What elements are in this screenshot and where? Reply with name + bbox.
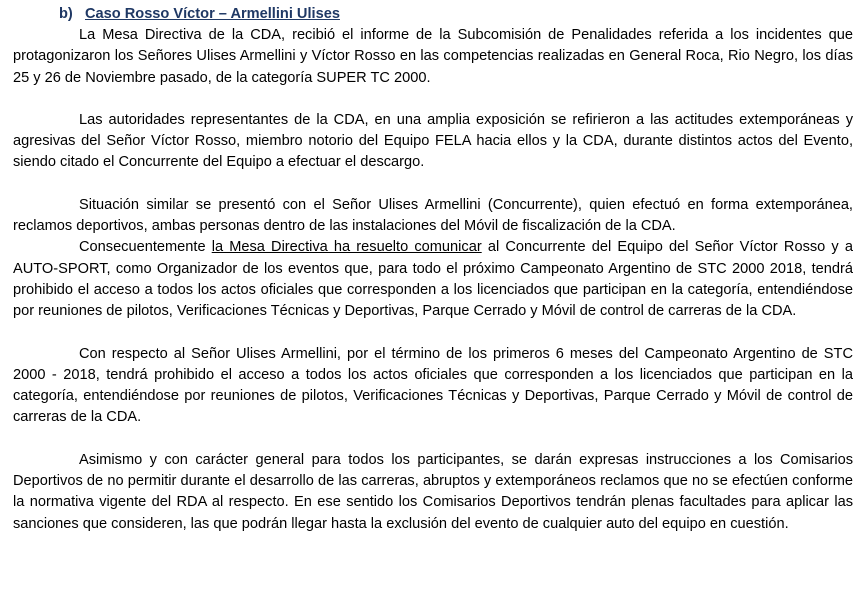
paragraph-4-rest: al Concurrente del Equipo del Señor Víctor Rosso y a AUTO-SPORT, como Organizador de los eventos que, para todo el próximo Campeonato Argentino de STC 2000 2018, tendrá prohibido el acceso a todos los actos oficiales que corresponden a los licenciados que participan en la categoría, entendiéndose por reuniones de pilotos, Verificaciones Técnicas y Deportivas, Parque Cerrado y Móvil de control de carreras de la CDA. [13,239,853,320]
section-heading [0,4,853,25]
paragraph-1: La Mesa Directiva de la CDA, recibió el informe de la Subcomisión de Penalidades referida a los incidentes que protagonizaron los Señores Ulises Armellini y Víctor Rosso en las competencias realizadas en General Roca, Rio Negro, los días 25 y 26 de Noviembre pasado, de la categoría SUPER TC 2000. [13,27,853,86]
document [0,4,853,535]
paragraph-5: Con respecto al Señor Ulises Armellini, por el término de los primeros 6 meses del Campeonato Argentino de STC 2000 - 2018, tendrá prohibido el acceso a todos los actos oficiales que corresponden a los licenciados que participan en la categoría, entendiéndose por reuniones de pilotos, Verificaciones Técnicas y Deportivas, Parque Cerrado y Móvil de control de carreras de la CDA. [13,345,853,426]
spacer [0,323,853,344]
paragraph-2: Las autoridades representantes de la CDA, en una amplia exposición se refirieron a las actitudes extemporáneas y agresivas del Señor Víctor Rosso, miembro notorio del Equipo FELA hacia ellos y la CDA, durante distintos actos del Evento, siendo citado el Concurrente del Equipo a efectuar el descargo. [13,111,853,171]
paragraph-4-underlined: la Mesa Directiva ha resuelto comunicar [211,239,482,256]
section-letter: b) [59,6,73,22]
spacer [0,89,853,110]
section-title: Caso Rosso Víctor – Armellini Ulises [85,6,340,22]
spacer [0,174,853,195]
paragraph-4-start: Consecuentemente [79,239,212,256]
paragraph-4 [0,237,853,322]
spacer [0,429,853,450]
paragraph-3: Situación similar se presentó con el Señor Ulises Armellini (Concurrente), quien efectuó en forma extemporánea, reclamos deportivos, ambas personas dentro de las instalaciones del Móvil de fiscalización de la CDA. [13,196,853,235]
paragraph-6: Asimismo y con carácter general para todos los participantes, se darán expresas instrucciones a los Comisarios Deportivos de no permitir durante el desarrollo de las carreras, abruptos y extemporáneos reclamos que no se efectúen conforme la normativa vigente del RDA al respecto. En ese sentido los Comisarios Deportivos tendrán plenas facultades para aplicar las sanciones que consideren, las que podrán llegar hasta la exclusión del evento de cualquier auto del equipo en cuestión. [13,451,853,532]
